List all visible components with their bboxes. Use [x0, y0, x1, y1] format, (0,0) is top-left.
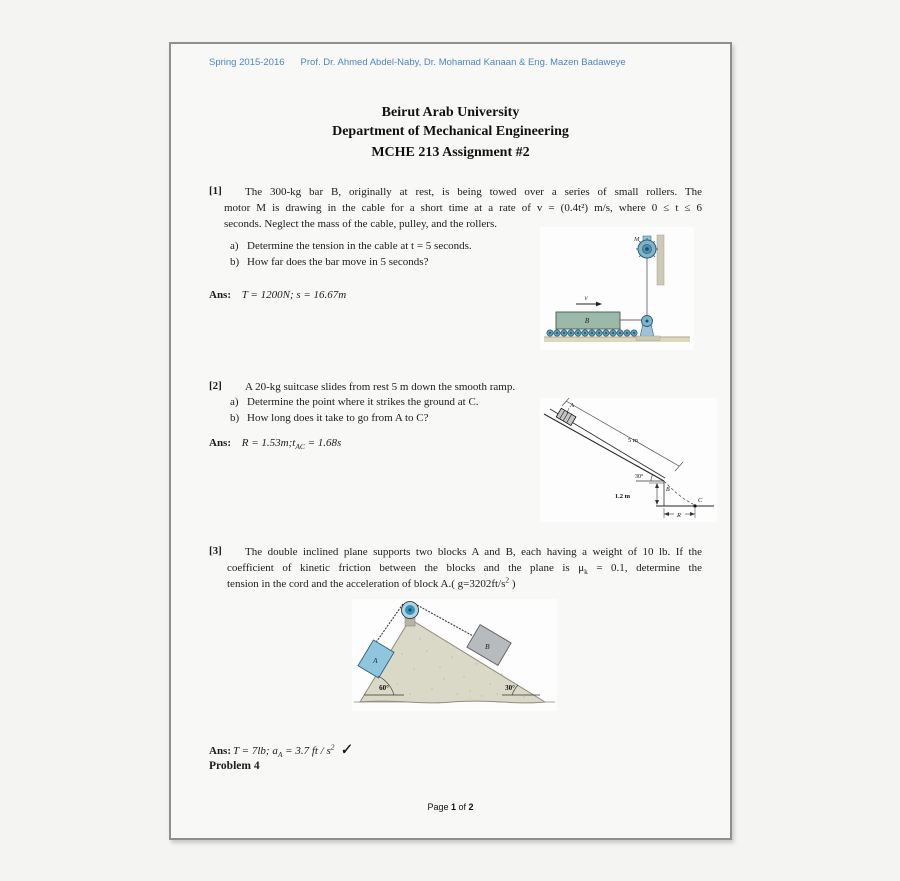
fig2-dim-tick-bottom: [675, 462, 683, 471]
problem2-label: [2]: [209, 380, 222, 392]
problem3-ans-value: T = 7lb; $a_A = 3.7$ ft / $s^2$: [233, 742, 335, 760]
problem1-line2: motor M is drawing in the cable for a short time at a rate of v = (0.4t²) m/s, where 0 ≤ t ≤ 6: [224, 202, 702, 214]
fig2-ramp-lower: [544, 414, 664, 481]
footer-page-word: Page: [427, 802, 451, 812]
problem1-ans-label: Ans:: [209, 289, 232, 301]
footer-page-number: 1: [450, 802, 456, 812]
problem1-line1: The 300-kg bar B, originally at rest, is being towed over a series of small rollers. The: [245, 186, 702, 198]
fig1-bar-label: B: [584, 317, 590, 325]
fig3-angle-right-label: 30°: [505, 684, 515, 692]
problem3-ans-label: Ans:: [209, 745, 232, 757]
title-university: Beirut Arab University: [381, 105, 520, 120]
fig2-trajectory-curve: [664, 481, 695, 505]
fig2-point-c-label: C: [698, 497, 703, 504]
problem1-line3: seconds. Neglect the mass of the cable, pulley, and the rollers.: [224, 218, 497, 230]
problem2-item-b: How long does it take to go from A to C?: [247, 412, 429, 424]
problem2-intro: A 20-kg suitcase slides from rest 5 m down the smooth ramp.: [245, 381, 516, 393]
fig2-height-arrow-up: [655, 483, 659, 488]
problem3-answer: [209, 742, 352, 759]
footer-of-word: of: [456, 802, 469, 812]
problem3-line2: coefficient of kinetic friction between the blocks and the plane is $\mu_k = 0.1$, determine the: [227, 562, 702, 577]
fig3-angle-left-label: 60°: [379, 684, 389, 692]
fig1-velocity-arrowhead-icon: [596, 302, 602, 307]
fig2-range-arrowhead-left: [664, 512, 669, 516]
problem2-ans-label: Ans:: [209, 437, 232, 449]
fig2-height-label: 1.2 m: [614, 493, 630, 500]
problem3-label: [3]: [209, 545, 222, 557]
problem2-item-a-marker: a): [230, 396, 239, 408]
figure2-suitcase-ramp: [540, 398, 717, 522]
title-assignment: MCHE 213 Assignment #2: [371, 145, 530, 160]
page-footer: [171, 802, 730, 812]
document-page: [169, 42, 732, 840]
fig1-pulley-base: [636, 336, 660, 341]
problem2-item-b-marker: b): [230, 412, 240, 424]
fig2-point-c-dot: [693, 504, 696, 507]
figure1-bar-rollers: [540, 227, 694, 350]
problem1-label: [1]: [209, 185, 222, 197]
title-department: Department of Mechanical Engineering: [332, 124, 569, 139]
fig2-point-b-label: B: [666, 487, 670, 493]
fig3-pulley-axle: [408, 608, 411, 611]
problem3-line3: tension in the cord and the acceleration of block A.( $g=3202ft/s^2$ ): [227, 575, 516, 590]
problem1-ans-value: T = 1200N; s = 16.67m: [241, 289, 347, 301]
figure3-drawing: [352, 599, 557, 711]
page-header: [209, 57, 626, 68]
fig1-motor-label: M: [634, 236, 640, 243]
problem1-item-a: Determine the tension in the cable at t = 5 seconds.: [247, 240, 472, 252]
problem2-ans-value: $R = 1.53m;t_{AC} = 1.68s$: [241, 437, 342, 452]
problem2-answer: [209, 437, 342, 452]
header-authors: Prof. Dr. Ahmed Abdel-Naby, Dr. Mohamad Kanaan & Eng. Mazen Badaweye: [300, 57, 626, 68]
fig2-length-label: 5 m: [628, 437, 638, 444]
fig1-ground-fill: [544, 337, 690, 342]
problem1-item-a-marker: a): [230, 240, 239, 252]
problem1-item-b: How far does the bar move in 5 seconds?: [247, 256, 429, 268]
fig3-block-b-label: B: [485, 642, 490, 651]
problem1-answer: [209, 289, 346, 301]
fig2-range-arrowhead-right: [690, 512, 695, 516]
fig2-angle-label: 30°: [635, 474, 644, 480]
problem3-line1: The double inclined plane supports two blocks A and B, each having a weight of 10 lb. If the: [245, 546, 702, 558]
fig3-block-a-label: A: [373, 656, 378, 665]
fig2-dim-line-5m: [566, 401, 679, 466]
fig1-velocity-label: v: [584, 294, 588, 302]
fig2-range-label: R: [677, 512, 681, 519]
problem1-item-b-marker: b): [230, 256, 240, 268]
figure2-drawing: [540, 398, 717, 522]
handwritten-checkmark-icon: ✓: [339, 742, 354, 759]
fig2-point-a-label: A: [570, 402, 574, 409]
fig2-dim-tick-top: [562, 398, 570, 406]
fig1-wall: [657, 235, 664, 285]
footer-total-pages: 2: [468, 802, 474, 812]
problem2-item-a: Determine the point where it strikes the ground at C.: [247, 396, 479, 408]
fig1-pulley-axle: [646, 320, 649, 323]
figure3-double-incline: [352, 599, 557, 711]
header-term: Spring 2015-2016: [209, 57, 285, 68]
fig2-height-arrow-down: [655, 500, 659, 505]
problem4-heading: Problem 4: [209, 760, 260, 772]
fig2-angle-arc-icon: [651, 474, 653, 481]
figure1-drawing: [540, 227, 694, 350]
